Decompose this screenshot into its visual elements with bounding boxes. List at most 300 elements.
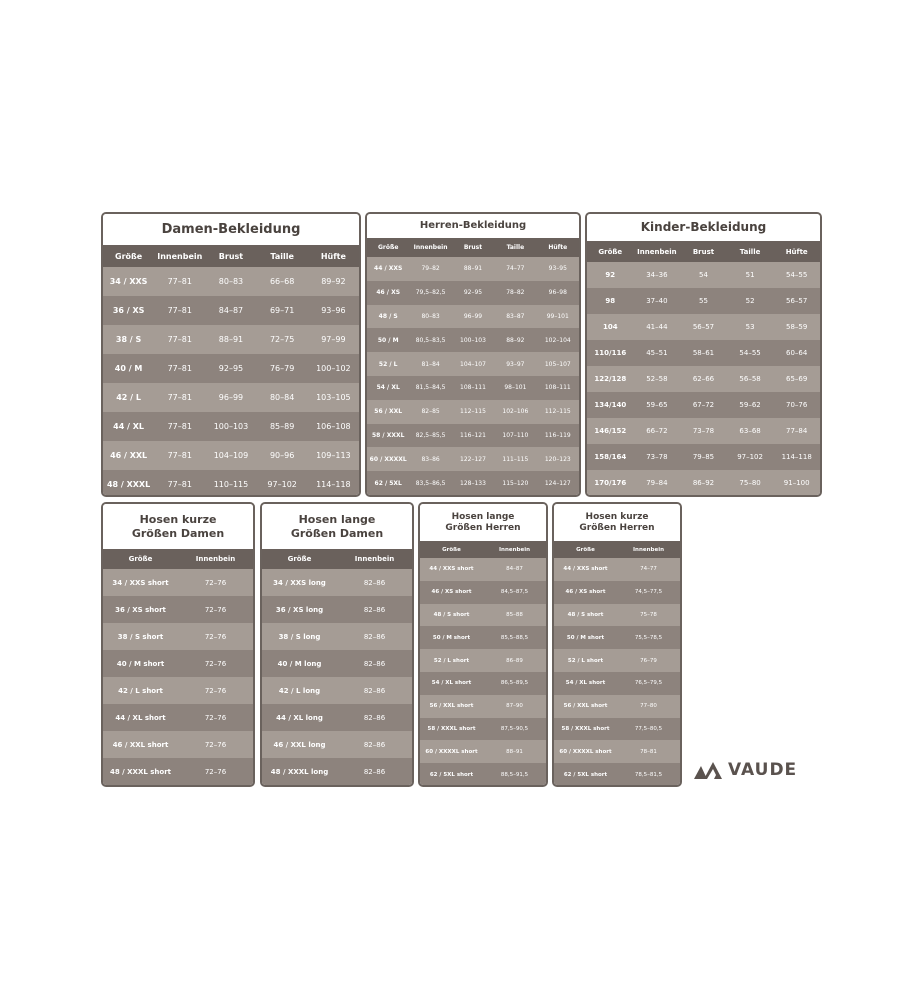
table-row <box>420 718 546 741</box>
value-cell: 81–84 <box>409 352 451 376</box>
size-cell: 60 / XXXXL short <box>420 740 483 763</box>
value-cell: 77–81 <box>154 296 205 325</box>
size-cell: 52 / L short <box>420 649 483 672</box>
table-row <box>103 325 359 354</box>
size-cell: 58 / XXXL <box>367 424 409 448</box>
value-cell: 72–76 <box>178 677 253 704</box>
value-cell: 72–76 <box>178 758 253 785</box>
size-cell: 44 / XXS short <box>420 558 483 581</box>
vaude-mountain-icon <box>694 760 722 780</box>
value-cell: 54 <box>680 262 727 288</box>
size-cell: 92 <box>587 262 634 288</box>
value-cell: 74,5–77,5 <box>617 581 680 604</box>
value-cell: 87–90 <box>483 695 546 718</box>
table-row <box>554 763 680 786</box>
value-cell: 88–91 <box>483 740 546 763</box>
value-cell: 112–115 <box>452 400 494 424</box>
value-cell: 100–103 <box>205 412 256 441</box>
table-row <box>420 740 546 763</box>
value-cell: 105–107 <box>537 352 579 376</box>
value-cell: 82–86 <box>337 758 412 785</box>
hosen-lange-damen-card <box>260 502 414 787</box>
value-cell: 55 <box>680 288 727 314</box>
hosen-kurze-damen-title <box>103 504 253 549</box>
size-cell: 60 / XXXXL <box>367 447 409 471</box>
value-cell: 72–76 <box>178 650 253 677</box>
hosen-lange-damen-title-line2: Größen Damen <box>290 526 384 540</box>
table-row <box>262 704 412 731</box>
value-cell: 76–79 <box>257 354 308 383</box>
table-row <box>420 581 546 604</box>
value-cell: 82–86 <box>337 650 412 677</box>
value-cell: 106–108 <box>308 412 359 441</box>
table-row <box>420 604 546 627</box>
hosen-lange-herren-title-line2: Größen Herren <box>445 522 521 533</box>
value-cell: 89–92 <box>308 267 359 296</box>
size-cell: 48 / S short <box>420 604 483 627</box>
damen-card <box>101 212 361 497</box>
hosen-kurze-herren-title-line1: Hosen kurze <box>585 511 649 522</box>
size-cell: 46 / XS <box>367 281 409 305</box>
table-row <box>103 569 253 596</box>
value-cell: 72–76 <box>178 623 253 650</box>
table-row <box>262 623 412 650</box>
value-cell: 76,5–79,5 <box>617 672 680 695</box>
hosen-lange-herren-table <box>420 541 546 786</box>
hosen-kurze-herren-title <box>554 504 680 541</box>
value-cell: 77–80 <box>617 695 680 718</box>
size-cell: 38 / S short <box>103 623 178 650</box>
column-header: Brust <box>452 238 494 257</box>
value-cell: 116–119 <box>537 424 579 448</box>
table-row <box>103 596 253 623</box>
table-row <box>367 447 579 471</box>
value-cell: 80–83 <box>205 267 256 296</box>
value-cell: 88–92 <box>494 328 536 352</box>
table-row <box>367 281 579 305</box>
value-cell: 79,5–82,5 <box>409 281 451 305</box>
size-cell: 44 / XL long <box>262 704 337 731</box>
table-row <box>367 257 579 281</box>
table-row <box>103 677 253 704</box>
value-cell: 104–109 <box>205 441 256 470</box>
value-cell: 79–84 <box>634 470 681 496</box>
size-cell: 58 / XXXL short <box>554 718 617 741</box>
value-cell: 99–101 <box>537 305 579 329</box>
table-row <box>262 569 412 596</box>
value-cell: 83–87 <box>494 305 536 329</box>
size-cell: 46 / XXL long <box>262 731 337 758</box>
table-row <box>554 649 680 672</box>
value-cell: 78,5–81,5 <box>617 763 680 786</box>
value-cell: 108–111 <box>537 376 579 400</box>
value-cell: 53 <box>727 314 774 340</box>
size-cell: 56 / XXL short <box>420 695 483 718</box>
value-cell: 74–77 <box>617 558 680 581</box>
column-header: Größe <box>367 238 409 257</box>
value-cell: 97–102 <box>257 470 308 497</box>
table-row <box>420 626 546 649</box>
value-cell: 88,5–91,5 <box>483 763 546 786</box>
size-cell: 44 / XL short <box>103 704 178 731</box>
table-row <box>103 731 253 758</box>
value-cell: 59–62 <box>727 392 774 418</box>
table-row <box>554 740 680 763</box>
table-row <box>262 596 412 623</box>
hosen-kurze-damen-title-line2: Größen Damen <box>131 526 225 540</box>
table-row <box>367 352 579 376</box>
size-cell: 48 / XXXL short <box>103 758 178 785</box>
value-cell: 108–111 <box>452 376 494 400</box>
table-row <box>587 392 820 418</box>
value-cell: 80–84 <box>257 383 308 412</box>
table-row <box>367 471 579 495</box>
value-cell: 115–120 <box>494 471 536 495</box>
column-header: Innenbein <box>337 549 412 569</box>
value-cell: 83,5–86,5 <box>409 471 451 495</box>
value-cell: 79–85 <box>680 444 727 470</box>
value-cell: 114–118 <box>308 470 359 497</box>
hosen-lange-herren-card <box>418 502 548 787</box>
value-cell: 84–87 <box>483 558 546 581</box>
size-cell: 134/140 <box>587 392 634 418</box>
column-header: Hüfte <box>537 238 579 257</box>
value-cell: 91–100 <box>773 470 820 496</box>
value-cell: 75,5–78,5 <box>617 626 680 649</box>
kinder-card <box>585 212 822 497</box>
column-header: Taille <box>727 241 774 262</box>
value-cell: 81,5–84,5 <box>409 376 451 400</box>
table-row <box>103 441 359 470</box>
size-cell: 158/164 <box>587 444 634 470</box>
size-cell: 42 / L short <box>103 677 178 704</box>
column-header: Größe <box>103 245 154 267</box>
value-cell: 112–115 <box>537 400 579 424</box>
table-row <box>262 650 412 677</box>
value-cell: 82–86 <box>337 596 412 623</box>
size-cell: 40 / M long <box>262 650 337 677</box>
value-cell: 93–97 <box>494 352 536 376</box>
value-cell: 80–83 <box>409 305 451 329</box>
size-cell: 62 / 5XL short <box>420 763 483 786</box>
table-row <box>554 695 680 718</box>
table-row <box>420 695 546 718</box>
value-cell: 86–92 <box>680 470 727 496</box>
value-cell: 83–86 <box>409 447 451 471</box>
value-cell: 51 <box>727 262 774 288</box>
value-cell: 97–102 <box>727 444 774 470</box>
size-cell: 46 / XXL <box>103 441 154 470</box>
column-header: Innenbein <box>617 541 680 558</box>
value-cell: 93–95 <box>537 257 579 281</box>
value-cell: 45–51 <box>634 340 681 366</box>
table-row <box>554 626 680 649</box>
table-row <box>587 444 820 470</box>
table-row <box>103 296 359 325</box>
table-row <box>103 267 359 296</box>
column-header: Größe <box>554 541 617 558</box>
table-row <box>103 704 253 731</box>
column-header: Hüfte <box>773 241 820 262</box>
size-cell: 50 / M short <box>554 626 617 649</box>
column-header: Innenbein <box>178 549 253 569</box>
size-cell: 34 / XXS long <box>262 569 337 596</box>
value-cell: 56–58 <box>727 366 774 392</box>
value-cell: 66–68 <box>257 267 308 296</box>
value-cell: 75–80 <box>727 470 774 496</box>
value-cell: 88–91 <box>205 325 256 354</box>
table-row <box>262 758 412 785</box>
table-row <box>587 262 820 288</box>
size-cell: 48 / XXXL <box>103 470 154 497</box>
value-cell: 59–65 <box>634 392 681 418</box>
column-header: Brust <box>205 245 256 267</box>
value-cell: 54–55 <box>773 262 820 288</box>
value-cell: 63–68 <box>727 418 774 444</box>
table-header-row <box>367 238 579 257</box>
size-cell: 42 / L long <box>262 677 337 704</box>
table-row <box>587 470 820 496</box>
damen-table <box>103 245 359 497</box>
size-cell: 48 / S <box>367 305 409 329</box>
column-header: Größe <box>103 549 178 569</box>
value-cell: 116–121 <box>452 424 494 448</box>
table-row <box>367 328 579 352</box>
size-cell: 44 / XXS <box>367 257 409 281</box>
column-header: Innenbein <box>634 241 681 262</box>
value-cell: 58–61 <box>680 340 727 366</box>
value-cell: 80,5–83,5 <box>409 328 451 352</box>
value-cell: 77–81 <box>154 354 205 383</box>
table-row <box>420 672 546 695</box>
value-cell: 96–99 <box>205 383 256 412</box>
table-row <box>262 731 412 758</box>
value-cell: 111–115 <box>494 447 536 471</box>
size-cell: 110/116 <box>587 340 634 366</box>
value-cell: 77–81 <box>154 267 205 296</box>
size-cell: 36 / XS long <box>262 596 337 623</box>
size-cell: 34 / XXS <box>103 267 154 296</box>
table-header-row <box>587 241 820 262</box>
value-cell: 60–64 <box>773 340 820 366</box>
column-header: Innenbein <box>154 245 205 267</box>
value-cell: 88–91 <box>452 257 494 281</box>
hosen-kurze-damen-title-line1: Hosen kurze <box>139 513 217 527</box>
value-cell: 77–81 <box>154 412 205 441</box>
value-cell: 128–133 <box>452 471 494 495</box>
table-row <box>103 623 253 650</box>
table-header-row <box>554 541 680 558</box>
value-cell: 58–59 <box>773 314 820 340</box>
value-cell: 104–107 <box>452 352 494 376</box>
size-cell: 56 / XXL <box>367 400 409 424</box>
value-cell: 73–78 <box>634 444 681 470</box>
vaude-logo-text: VAUDE <box>728 760 798 780</box>
value-cell: 82–86 <box>337 677 412 704</box>
column-header: Taille <box>257 245 308 267</box>
size-cell: 60 / XXXXL short <box>554 740 617 763</box>
size-cell: 54 / XL <box>367 376 409 400</box>
column-header: Größe <box>262 549 337 569</box>
table-row <box>587 340 820 366</box>
value-cell: 122–127 <box>452 447 494 471</box>
value-cell: 100–102 <box>308 354 359 383</box>
table-row <box>587 288 820 314</box>
value-cell: 52–58 <box>634 366 681 392</box>
value-cell: 56–57 <box>680 314 727 340</box>
hosen-lange-herren-title-line1: Hosen lange <box>451 511 515 522</box>
hosen-lange-damen-title-line1: Hosen lange <box>298 513 376 527</box>
vaude-logo <box>694 760 797 780</box>
size-cell: 56 / XXL short <box>554 695 617 718</box>
kinder-table <box>587 241 820 496</box>
size-cell: 34 / XXS short <box>103 569 178 596</box>
value-cell: 102–106 <box>494 400 536 424</box>
table-header-row <box>103 245 359 267</box>
size-cell: 40 / M <box>103 354 154 383</box>
table-row <box>103 412 359 441</box>
hosen-lange-damen-title <box>262 504 412 549</box>
value-cell: 62–66 <box>680 366 727 392</box>
value-cell: 72–76 <box>178 731 253 758</box>
value-cell: 72–75 <box>257 325 308 354</box>
size-cell: 48 / XXXL long <box>262 758 337 785</box>
value-cell: 72–76 <box>178 704 253 731</box>
value-cell: 72–76 <box>178 569 253 596</box>
value-cell: 41–44 <box>634 314 681 340</box>
size-cell: 122/128 <box>587 366 634 392</box>
column-header: Hüfte <box>308 245 359 267</box>
table-header-row <box>262 549 412 569</box>
value-cell: 76–79 <box>617 649 680 672</box>
value-cell: 54–55 <box>727 340 774 366</box>
value-cell: 86–89 <box>483 649 546 672</box>
table-row <box>554 718 680 741</box>
value-cell: 124–127 <box>537 471 579 495</box>
size-cell: 98 <box>587 288 634 314</box>
value-cell: 82–86 <box>337 731 412 758</box>
size-cell: 62 / 5XL short <box>554 763 617 786</box>
value-cell: 78–82 <box>494 281 536 305</box>
column-header: Taille <box>494 238 536 257</box>
value-cell: 93–96 <box>308 296 359 325</box>
table-row <box>367 305 579 329</box>
column-header: Innenbein <box>409 238 451 257</box>
value-cell: 100–103 <box>452 328 494 352</box>
value-cell: 84–87 <box>205 296 256 325</box>
value-cell: 77–84 <box>773 418 820 444</box>
size-cell: 40 / M short <box>103 650 178 677</box>
value-cell: 85–88 <box>483 604 546 627</box>
table-row <box>420 763 546 786</box>
table-header-row <box>420 541 546 558</box>
size-cell: 52 / L short <box>554 649 617 672</box>
size-cell: 44 / XL <box>103 412 154 441</box>
column-header: Größe <box>587 241 634 262</box>
value-cell: 34–36 <box>634 262 681 288</box>
value-cell: 92–95 <box>205 354 256 383</box>
table-row <box>554 604 680 627</box>
value-cell: 73–78 <box>680 418 727 444</box>
hosen-kurze-herren-table <box>554 541 680 786</box>
value-cell: 65–69 <box>773 366 820 392</box>
value-cell: 98–101 <box>494 376 536 400</box>
herren-card <box>365 212 581 497</box>
table-row <box>554 581 680 604</box>
value-cell: 82–86 <box>337 704 412 731</box>
size-cell: 44 / XXS short <box>554 558 617 581</box>
table-row <box>367 376 579 400</box>
value-cell: 78–81 <box>617 740 680 763</box>
value-cell: 110–115 <box>205 470 256 497</box>
value-cell: 85,5–88,5 <box>483 626 546 649</box>
value-cell: 102–104 <box>537 328 579 352</box>
value-cell: 97–99 <box>308 325 359 354</box>
value-cell: 72–76 <box>178 596 253 623</box>
value-cell: 77–81 <box>154 383 205 412</box>
value-cell: 70–76 <box>773 392 820 418</box>
table-row <box>103 470 359 497</box>
hosen-lange-herren-title <box>420 504 546 541</box>
column-header: Größe <box>420 541 483 558</box>
size-cell: 58 / XXXL short <box>420 718 483 741</box>
table-row <box>587 314 820 340</box>
value-cell: 77–81 <box>154 325 205 354</box>
table-row <box>587 366 820 392</box>
size-cell: 170/176 <box>587 470 634 496</box>
column-header: Brust <box>680 241 727 262</box>
value-cell: 74–77 <box>494 257 536 281</box>
value-cell: 77–81 <box>154 470 205 497</box>
size-cell: 42 / L <box>103 383 154 412</box>
size-cell: 54 / XL short <box>420 672 483 695</box>
table-row <box>103 354 359 383</box>
value-cell: 90–96 <box>257 441 308 470</box>
value-cell: 77–81 <box>154 441 205 470</box>
value-cell: 82–85 <box>409 400 451 424</box>
hosen-lange-damen-table <box>262 549 412 785</box>
value-cell: 85–89 <box>257 412 308 441</box>
hosen-kurze-herren-card <box>552 502 682 787</box>
value-cell: 82–86 <box>337 623 412 650</box>
value-cell: 66–72 <box>634 418 681 444</box>
table-row <box>103 383 359 412</box>
table-row <box>587 418 820 444</box>
value-cell: 96–98 <box>537 281 579 305</box>
hosen-kurze-damen-table <box>103 549 253 785</box>
value-cell: 56–57 <box>773 288 820 314</box>
size-cell: 62 / 5XL <box>367 471 409 495</box>
size-cell: 52 / L <box>367 352 409 376</box>
value-cell: 109–113 <box>308 441 359 470</box>
value-cell: 103–105 <box>308 383 359 412</box>
value-cell: 84,5–87,5 <box>483 581 546 604</box>
value-cell: 120–123 <box>537 447 579 471</box>
value-cell: 79–82 <box>409 257 451 281</box>
hosen-kurze-herren-title-line2: Größen Herren <box>579 522 655 533</box>
damen-title: Damen-Bekleidung <box>103 214 359 245</box>
size-cell: 46 / XS short <box>554 581 617 604</box>
table-row <box>367 424 579 448</box>
table-row <box>103 758 253 785</box>
size-cell: 46 / XXL short <box>103 731 178 758</box>
value-cell: 52 <box>727 288 774 314</box>
value-cell: 67–72 <box>680 392 727 418</box>
size-cell: 38 / S <box>103 325 154 354</box>
value-cell: 87,5–90,5 <box>483 718 546 741</box>
size-cell: 48 / S short <box>554 604 617 627</box>
size-cell: 146/152 <box>587 418 634 444</box>
